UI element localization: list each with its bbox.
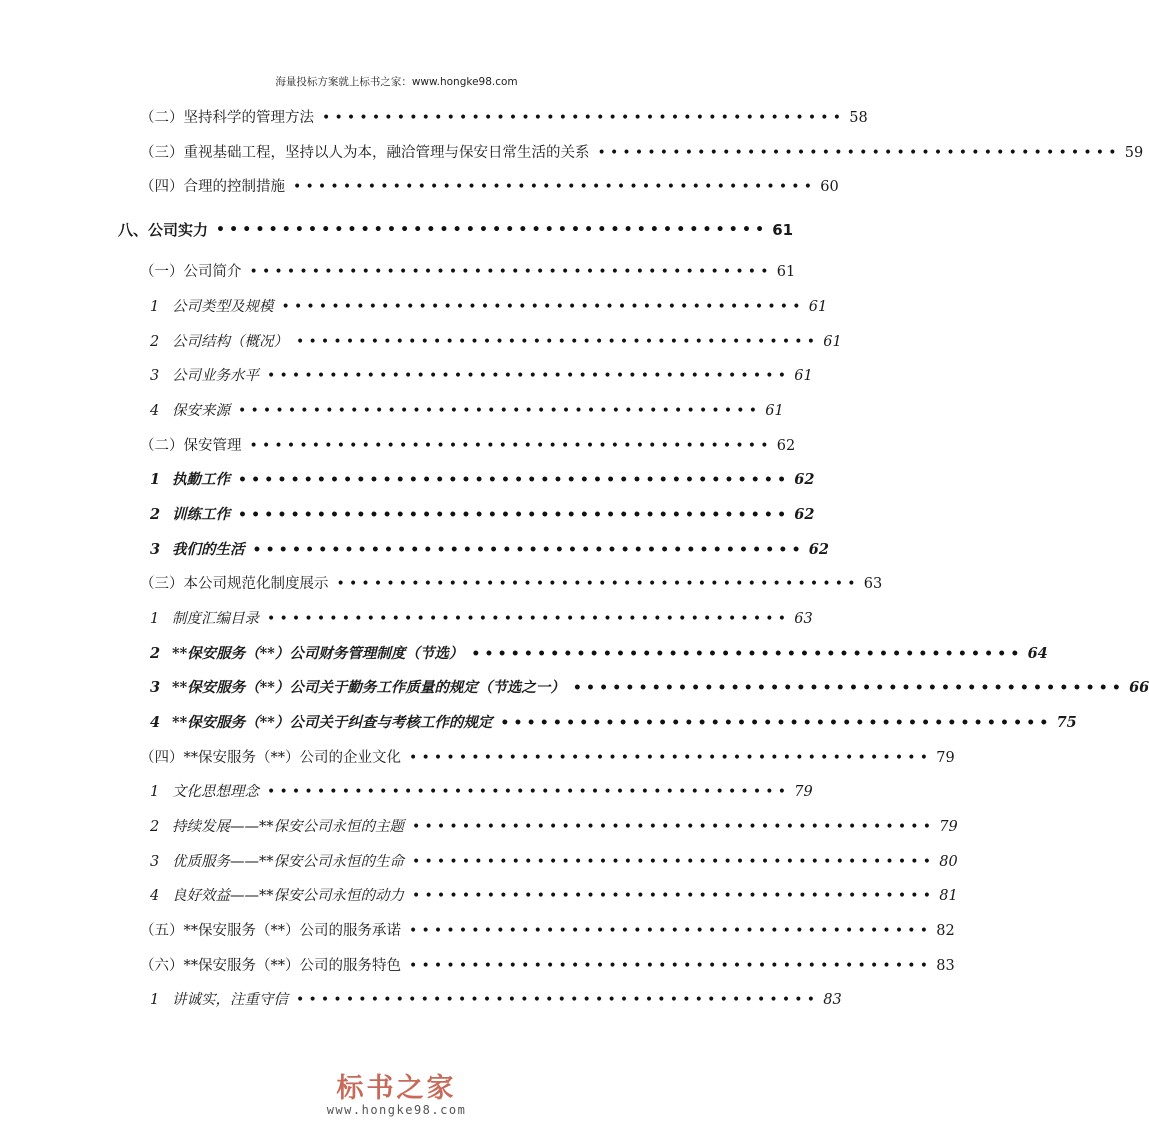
- toc-entry-number: 2: [150, 334, 160, 350]
- toc-page-number: 61: [776, 264, 796, 280]
- toc-entry-title: [150, 710, 492, 736]
- toc-entry-text: 良好效益——**保安公司永恒的动力: [172, 888, 404, 904]
- toc-page-number: 61: [772, 221, 794, 239]
- toc-entry-8-4-2[interactable]: [150, 814, 958, 840]
- toc-entry-title: （四）合理的控制措施: [140, 179, 285, 195]
- toc-entry-title: （一）公司简介: [140, 264, 242, 280]
- toc-entry-number: 1: [150, 471, 161, 488]
- toc-entry-8-3-2[interactable]: [150, 641, 1048, 667]
- toc-entry-title: [150, 398, 230, 424]
- toc-entry-text: 训练工作: [172, 506, 230, 523]
- toc-entry-8-2-1[interactable]: [150, 467, 815, 493]
- toc-page-number: 83: [936, 958, 955, 974]
- toc-entry-text: **保安服务（**）公司财务管理制度（节选）: [172, 645, 464, 662]
- toc-entry-number: 3: [150, 541, 161, 558]
- toc-entry-title: [150, 883, 404, 909]
- toc-entry-title: （二）保安管理: [140, 438, 242, 454]
- toc-entry-8-6[interactable]: [140, 953, 955, 979]
- dot-leader: ••••••••••••••••••••••••••••••••••••••••••: [572, 680, 1126, 696]
- toc-page-number: 62: [776, 438, 796, 454]
- toc-page-number: 79: [794, 784, 813, 800]
- toc-page-number: 63: [794, 611, 813, 627]
- toc-entry-8-2-2[interactable]: [150, 502, 815, 528]
- toc-entry-title: [150, 849, 404, 875]
- dot-leader: ••••••••••••••••••••••••••••••••••••••••••: [296, 334, 820, 350]
- toc-page-number: 79: [936, 750, 955, 766]
- toc-page-number: 82: [936, 923, 955, 939]
- toc-entry-2-3[interactable]: [140, 140, 1144, 166]
- toc-entry-text: 持续发展——**保安公司永恒的主题: [172, 819, 404, 835]
- toc-entry-title: 八、公司实力: [118, 221, 209, 239]
- toc-page-number: 83: [823, 992, 842, 1008]
- toc-page-number: 64: [1027, 645, 1048, 662]
- toc-page-number: 59: [1124, 145, 1144, 161]
- dot-leader: ••••••••••••••••••••••••••••••••••••••••••: [267, 368, 791, 384]
- toc-entry-2-4[interactable]: [140, 174, 839, 200]
- toc-entry-title: [150, 814, 404, 840]
- toc-entry-title: [150, 779, 259, 805]
- toc-entry-title: [150, 537, 245, 563]
- toc-entry-text: 讲诚实，注重守信: [172, 992, 288, 1008]
- dot-leader: ••••••••••••••••••••••••••••••••••••••••••: [267, 611, 791, 627]
- toc-page-number: 79: [939, 819, 958, 835]
- toc-entry-2-2[interactable]: [140, 105, 868, 131]
- toc-entry-text: 我们的生活: [172, 541, 245, 558]
- toc-entry-text: 保安来源: [172, 403, 230, 419]
- dot-leader: ••••••••••••••••••••••••••••••••••••••••••: [267, 784, 791, 800]
- toc-entry-8-2[interactable]: [140, 433, 796, 459]
- logo-text: 标书之家: [336, 1073, 457, 1104]
- toc-entry-number: 2: [150, 506, 161, 523]
- dot-leader: ••••••••••••••••••••••••••••••••••••••••••: [597, 145, 1121, 161]
- toc-entry-number: 3: [150, 368, 160, 384]
- toc-entry-8-1-3[interactable]: [150, 363, 813, 389]
- toc-entry-text: 文化思想理念: [172, 784, 259, 800]
- toc-entry-8-3-1[interactable]: [150, 606, 813, 632]
- toc-entry-title: （四）**保安服务（**）公司的企业文化: [140, 750, 401, 766]
- toc-entry-text: 制度汇编目录: [172, 611, 259, 627]
- toc-page-number: 63: [863, 576, 883, 592]
- toc-entry-text: 公司类型及规模: [172, 299, 274, 315]
- toc-entry-title: （三）重视基础工程，坚持以人为本，融洽管理与保安日常生活的关系: [140, 145, 590, 161]
- dot-leader: ••••••••••••••••••••••••••••••••••••••••••: [412, 819, 936, 835]
- toc-entry-number: 1: [150, 784, 160, 800]
- logo-url: www.hongke98.com: [326, 1103, 467, 1117]
- toc-page-number: 75: [1056, 714, 1077, 731]
- toc-entry-title: [150, 467, 230, 493]
- toc-entry-number: 3: [150, 854, 160, 870]
- toc-entry-chapter-8[interactable]: [118, 217, 794, 243]
- dot-leader: ••••••••••••••••••••••••••••••••••••••••••: [471, 646, 1024, 662]
- dot-leader: ••••••••••••••••••••••••••••••••••••••••••: [322, 110, 846, 126]
- toc-entry-8-3[interactable]: [140, 571, 883, 597]
- toc-entry-number: 1: [150, 992, 160, 1008]
- toc-page-number: 81: [939, 888, 958, 904]
- toc-entry-8-4[interactable]: [140, 745, 955, 771]
- dot-leader: ••••••••••••••••••••••••••••••••••••••••••: [238, 472, 791, 488]
- toc-entry-8-5[interactable]: [140, 918, 955, 944]
- toc-entry-title: （五）**保安服务（**）公司的服务承诺: [140, 923, 401, 939]
- toc-entry-text: 公司业务水平: [172, 368, 259, 384]
- toc-entry-8-1-4[interactable]: [150, 398, 784, 424]
- dot-leader: ••••••••••••••••••••••••••••••••••••••••••: [249, 264, 773, 280]
- toc-entry-title: [150, 329, 288, 355]
- toc-page-number: 61: [808, 299, 828, 315]
- toc-entry-8-2-3[interactable]: [150, 537, 829, 563]
- toc-entry-title: [150, 606, 259, 632]
- toc-entry-8-4-3[interactable]: [150, 849, 958, 875]
- dot-leader: ••••••••••••••••••••••••••••••••••••••••••: [336, 576, 860, 592]
- toc-entry-title: [150, 987, 288, 1013]
- dot-leader: ••••••••••••••••••••••••••••••••••••••••••: [249, 438, 773, 454]
- toc-entry-number: 4: [150, 888, 160, 904]
- dot-leader: ••••••••••••••••••••••••••••••••••••••••••: [296, 992, 820, 1008]
- dot-leader: ••••••••••••••••••••••••••••••••••••••••••: [409, 750, 933, 766]
- toc-page-number: 61: [765, 403, 784, 419]
- toc-entry-text: **保安服务（**）公司关于纠查与考核工作的规定: [172, 714, 493, 731]
- toc-entry-number: 3: [150, 679, 161, 696]
- toc-entry-8-4-1[interactable]: [150, 779, 813, 805]
- toc-entry-text: **保安服务（**）公司关于勤务工作质量的规定（节选之一）: [172, 679, 565, 696]
- dot-leader: ••••••••••••••••••••••••••••••••••••••••••: [216, 222, 769, 238]
- dot-leader: ••••••••••••••••••••••••••••••••••••••••••: [281, 299, 805, 315]
- toc-page-number: 66: [1129, 679, 1149, 696]
- toc-entry-number: 1: [150, 611, 160, 627]
- dot-leader: ••••••••••••••••••••••••••••••••••••••••••: [238, 403, 762, 419]
- toc-entry-title: （二）坚持科学的管理方法: [140, 110, 314, 126]
- toc-entry-text: 公司结构（概况）: [172, 334, 288, 350]
- toc-entry-title: （六）**保安服务（**）公司的服务特色: [140, 958, 401, 974]
- toc-entry-8-1-1[interactable]: [150, 294, 828, 320]
- toc-entry-8-1[interactable]: [140, 259, 796, 285]
- dot-leader: ••••••••••••••••••••••••••••••••••••••••••: [252, 542, 805, 558]
- toc-entry-title: [150, 363, 259, 389]
- toc-entry-8-1-2[interactable]: [150, 329, 842, 355]
- dot-leader: ••••••••••••••••••••••••••••••••••••••••••: [412, 888, 936, 904]
- toc-page-number: 62: [794, 506, 815, 523]
- toc-entry-8-3-4[interactable]: [150, 710, 1077, 736]
- toc-page-number: 62: [794, 471, 815, 488]
- toc-page-number: 61: [823, 334, 842, 350]
- dot-leader: ••••••••••••••••••••••••••••••••••••••••••: [500, 715, 1053, 731]
- toc-entry-number: 4: [150, 403, 160, 419]
- toc-entry-number: 4: [150, 714, 161, 731]
- toc-entry-8-3-3[interactable]: [150, 675, 1149, 701]
- dot-leader: ••••••••••••••••••••••••••••••••••••••••••: [238, 507, 791, 523]
- toc-entry-number: 2: [150, 645, 161, 662]
- toc-entry-title: [150, 641, 463, 667]
- page-header: 海量投标方案就上标书之家：www.hongke98.com: [275, 76, 518, 88]
- toc-entry-text: 执勤工作: [172, 471, 230, 488]
- dot-leader: ••••••••••••••••••••••••••••••••••••••••••: [409, 923, 933, 939]
- toc-entry-title: [150, 675, 565, 701]
- footer-logo: [0, 1066, 793, 1117]
- toc-entry-number: 1: [150, 299, 160, 315]
- toc-entry-title: （三）本公司规范化制度展示: [140, 576, 329, 592]
- toc-page-number: 58: [849, 110, 868, 126]
- dot-leader: ••••••••••••••••••••••••••••••••••••••••••: [409, 958, 933, 974]
- toc-entry-8-6-1[interactable]: [150, 987, 842, 1013]
- toc-entry-8-4-4[interactable]: [150, 883, 958, 909]
- dot-leader: ••••••••••••••••••••••••••••••••••••••••••: [293, 179, 817, 195]
- toc-page-number: 62: [808, 541, 829, 558]
- toc-entry-number: 2: [150, 819, 160, 835]
- toc-entry-title: [150, 502, 230, 528]
- toc-page-number: 61: [794, 368, 813, 384]
- toc-page-number: 60: [820, 179, 839, 195]
- dot-leader: ••••••••••••••••••••••••••••••••••••••••••: [412, 854, 936, 870]
- toc-entry-title: [150, 294, 274, 320]
- toc-page-number: 80: [939, 854, 958, 870]
- toc-entry-text: 优质服务——**保安公司永恒的生命: [172, 854, 404, 870]
